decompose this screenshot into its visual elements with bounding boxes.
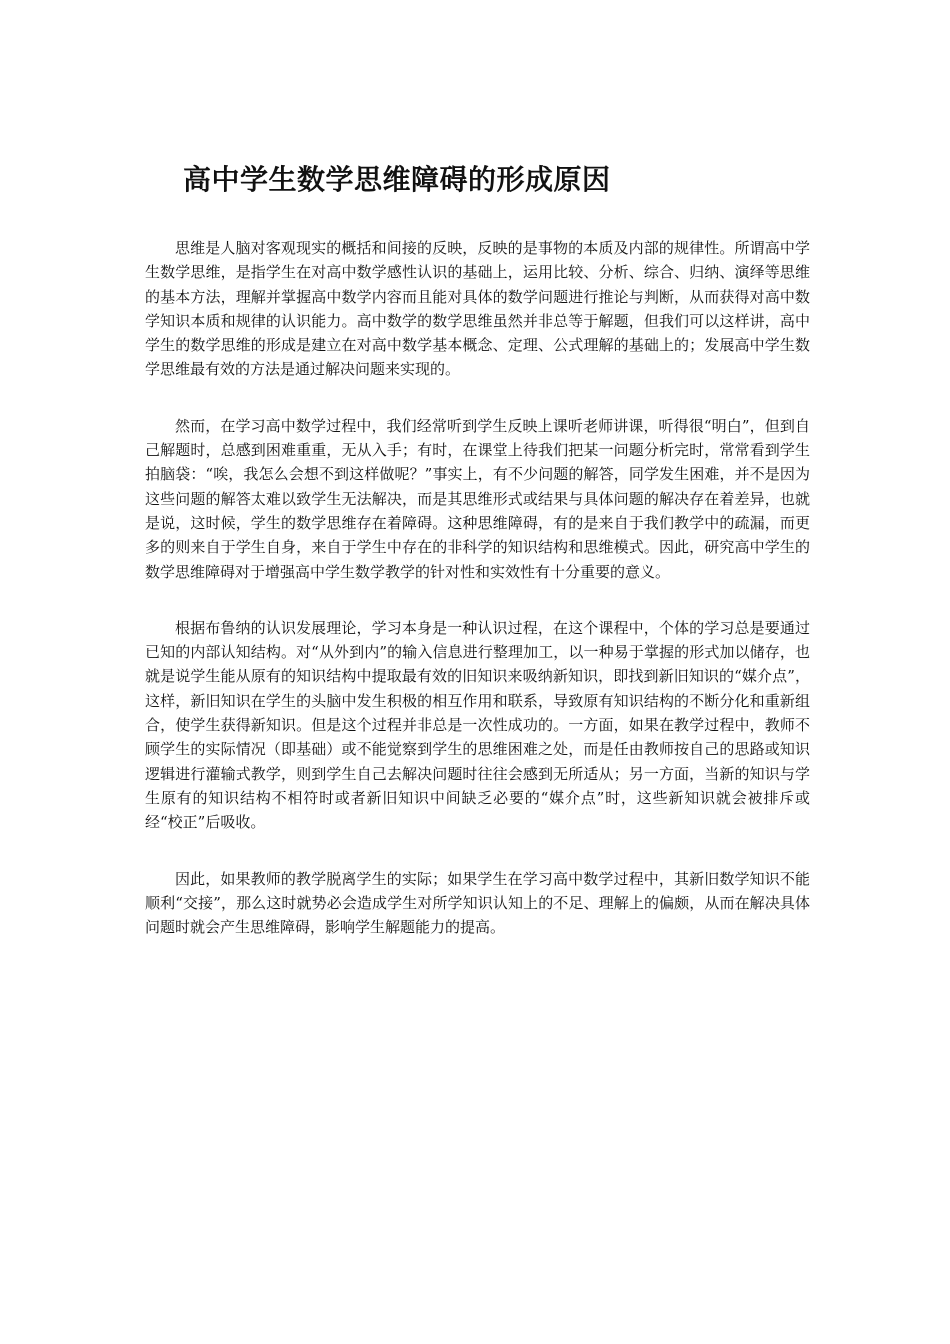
document-body — [145, 236, 810, 971]
paragraph: 根据布鲁纳的认识发展理论，学习本身是一种认识过程，在这个课程中，个体的学习总是要通过已知的内部认知结构。对“从外到内”的输入信息进行整理加工，以一种易于掌握的形式加以储存，也就是说学生能从原有的知识结构中提取最有效的旧知识来吸纳新知识，即找到新旧知识的“媒介点”，这样，新旧知识在学生的头脑中发生积极的相互作用和联系，导致原有知识结构的不断分化和重新组合，使学生获得新知识。但是这个过程并非总是一次性成功的。一方面，如果在教学过程中，教师不顾学生的实际情况（即基础）或不能觉察到学生的思维困难之处，而是任由教师按自己的思路或知识逻辑进行灌输式教学，则到学生自己去解决问题时往往会感到无所适从；另一方面，当新的知识与学生原有的知识结构不相符时或者新旧知识中间缺乏必要的“媒介点”时，这些新知识就会被排斥或经“校正”后吸收。 — [145, 618, 810, 832]
paragraph: 思维是人脑对客观现实的概括和间接的反映，反映的是事物的本质及内部的规律性。所谓高中学生数学思维，是指学生在对高中数学感性认识的基础上，运用比较、分析、综合、归纳、演绎等思维的基本方法，理解并掌握高中数学内容而且能对具体的数学问题进行推论与判断，从而获得对高中数学知识本质和规律的认识能力。高中数学的数学思维虽然并非总等于解题，但我们可以这样讲，高中学生的数学思维的形成是建立在对高中数学基本概念、定理、公式理解的基础上的；发展高中学生数学思维最有效的方法是通过解决问题来实现的。 — [145, 239, 810, 379]
paragraph: 然而，在学习高中数学过程中，我们经常听到学生反映上课听老师讲课，听得很“明白”，但到自己解题时，总感到困难重重，无从入手；有时，在课堂上待我们把某一问题分析完时，常常看到学生拍脑袋：“唉，我怎么会想不到这样做呢？”事实上，有不少问题的解答，同学发生困难，并不是因为这些问题的解答太难以致学生无法解决，而是其思维形式或结果与具体问题的解决存在着差异，也就是说，这时候，学生的数学思维存在着障碍。这种思维障碍，有的是来自于我们教学中的疏漏，而更多的则来自于学生自身，来自于学生中存在的非科学的知识结构和思维模式。因此，研究高中学生的数学思维障碍对于增强高中学生数学教学的针对性和实效性有十分重要的意义。 — [145, 416, 810, 581]
paragraph: 因此，如果教师的教学脱离学生的实际；如果学生在学习高中数学过程中，其新旧数学知识不能顺利“交接”，那么这时就势必会造成学生对所学知识认知上的不足、理解上的偏颇，从而在解决具体问题时就会产生思维障碍，影响学生解题能力的提高。 — [145, 869, 810, 937]
document-title: 高中学生数学思维障碍的形成原因 — [183, 163, 611, 196]
